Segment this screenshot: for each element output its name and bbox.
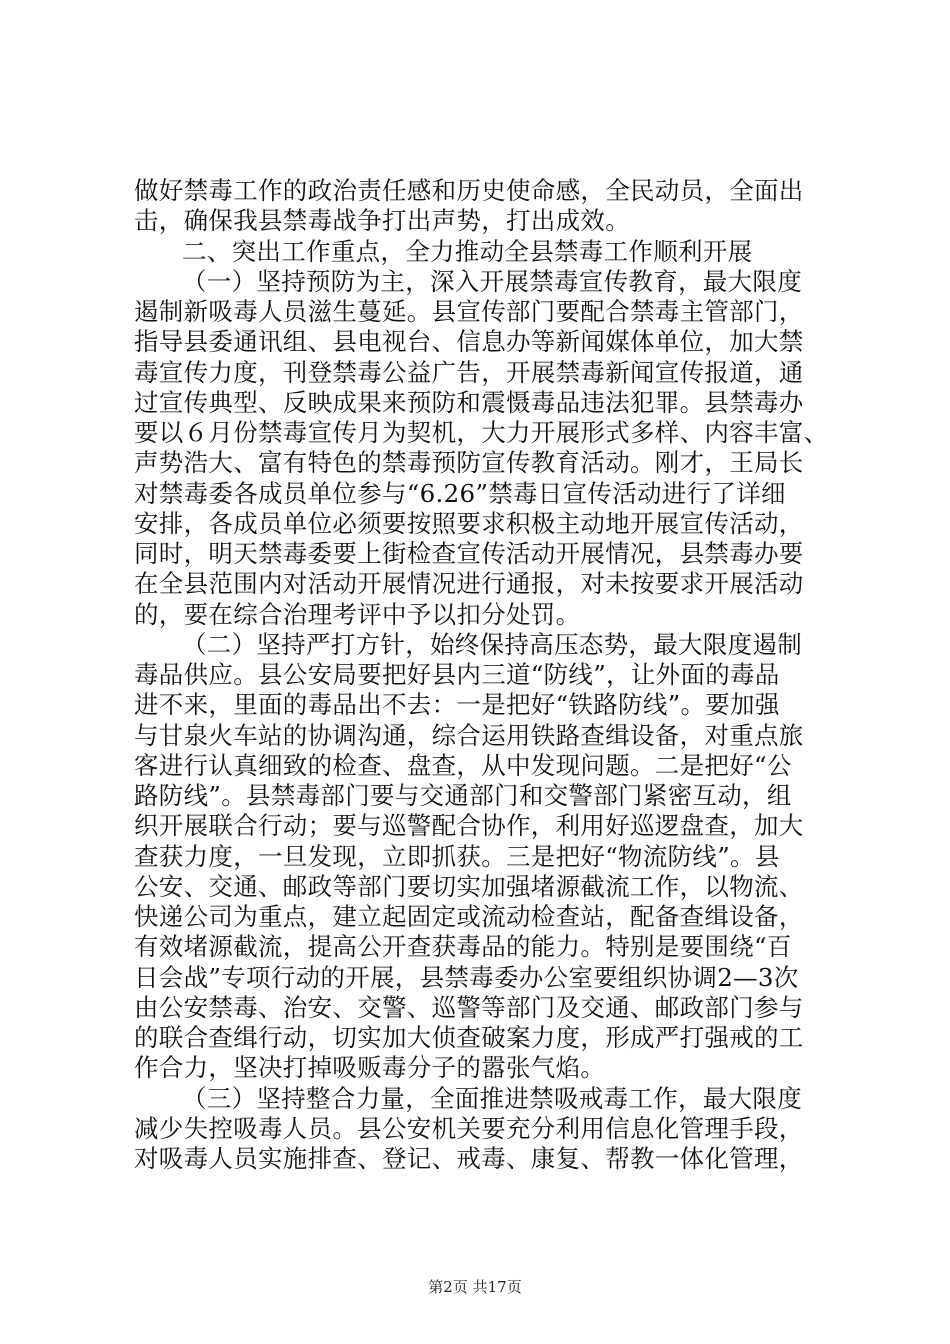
text-line: 减少失控吸毒人员。县公安机关要充分利用信息化管理手段，: [134, 1113, 804, 1143]
text-line: 路防线”。县禁毒部门要与交通部门和交警部门紧密互动，组: [134, 781, 792, 810]
text-line: 毒品供应。县公安局要把好县内三道“防线”，让外面的毒品: [134, 660, 780, 689]
text-line: 快递公司为重点，建立起固定或流动检查站，配备查缉设备，: [134, 902, 804, 931]
text-line: 同时，明天禁毒委要上街检查宣传活动开展情况，县禁毒办要: [134, 539, 804, 568]
text-line: 要以６月份禁毒宣传月为契机，大力开展形式多样、内容丰富、: [134, 418, 829, 447]
text-line: 的联合查缉行动，切实加大侦查破案力度，形成严打强戒的工: [134, 1023, 804, 1052]
text-line: 遏制新吸毒人员滋生蔓延。县宣传部门要配合禁毒主管部门，: [134, 297, 804, 326]
text-line: （二）坚持严打方针，始终保持高压态势，最大限度遏制: [182, 629, 802, 659]
text-line: 做好禁毒工作的政治责任感和历史使命感，全民动员，全面出: [134, 176, 804, 205]
text-line: 对禁毒委各成员单位参与“6.26”禁毒日宣传活动进行了详细: [134, 478, 786, 508]
page-number-footer: 第2页 共17页: [428, 1278, 522, 1296]
text-line: 声势浩大、富有特色的禁毒预防宣传教育活动。刚才，王局长: [134, 448, 804, 478]
text-line: （三）坚持整合力量，全面推进禁吸戒毒工作，最大限度: [182, 1083, 802, 1113]
text-line: 在全县范围内对活动开展情况进行通报，对未按要求开展活动: [134, 569, 804, 599]
text-line: 有效堵源截流，提高公开查获毒品的能力。特别是要围绕“百: [134, 932, 792, 962]
text-line: 织开展联合行动；要与巡警配合协作，利用好巡逻盘查，加大: [134, 811, 804, 841]
text-line: 与甘泉火车站的协调沟通，综合运用铁路查缉设备，对重点旅: [134, 720, 804, 750]
text-line: 的，要在综合治理考评中予以扣分处罚。: [134, 599, 581, 629]
text-line: 进不来，里面的毒品出不去：一是把好“铁路防线”。要加强: [134, 690, 780, 720]
text-line: 查获力度，一旦发现，立即抓获。三是把好“物流防线”。县: [134, 841, 780, 871]
text-line: 作合力，坚决打掉吸贩毒分子的嚣张气焰。: [134, 1053, 606, 1083]
text-line: 由公安禁毒、治安、交警、巡警等部门及交通、邮政部门参与: [134, 992, 804, 1022]
text-line: 公安、交通、邮政等部门要切实加强堵源截流工作，以物流、: [134, 871, 804, 901]
text-line: 日会战”专项行动的开展，县禁毒委办公室要组织协调2—3次: [134, 962, 799, 992]
text-line: 二、突出工作重点，全力推动全县禁毒工作顺利开展: [182, 236, 753, 266]
text-line: （一）坚持预防为主，深入开展禁毒宣传教育，最大限度: [182, 266, 802, 296]
text-line: 安排，各成员单位必须要按照要求积极主动地开展宣传活动，: [134, 508, 804, 538]
text-line: 对吸毒人员实施排查、登记、戒毒、康复、帮教一体化管理，: [134, 1144, 804, 1173]
text-line: 毒宣传力度，刊登禁毒公益广告，开展禁毒新闻宣传报道，通: [134, 357, 804, 387]
text-line: 指导县委通讯组、县电视台、信息办等新闻媒体单位，加大禁: [134, 327, 804, 357]
text-line: 击，确保我县禁毒战争打出声势，打出成效。: [134, 206, 630, 236]
text-line: 客进行认真细致的检查、盘查，从中发现问题。二是把好“公: [134, 750, 792, 780]
text-line: 过宣传典型、反映成果来预防和震慑毒品违法犯罪。县禁毒办: [134, 387, 804, 417]
